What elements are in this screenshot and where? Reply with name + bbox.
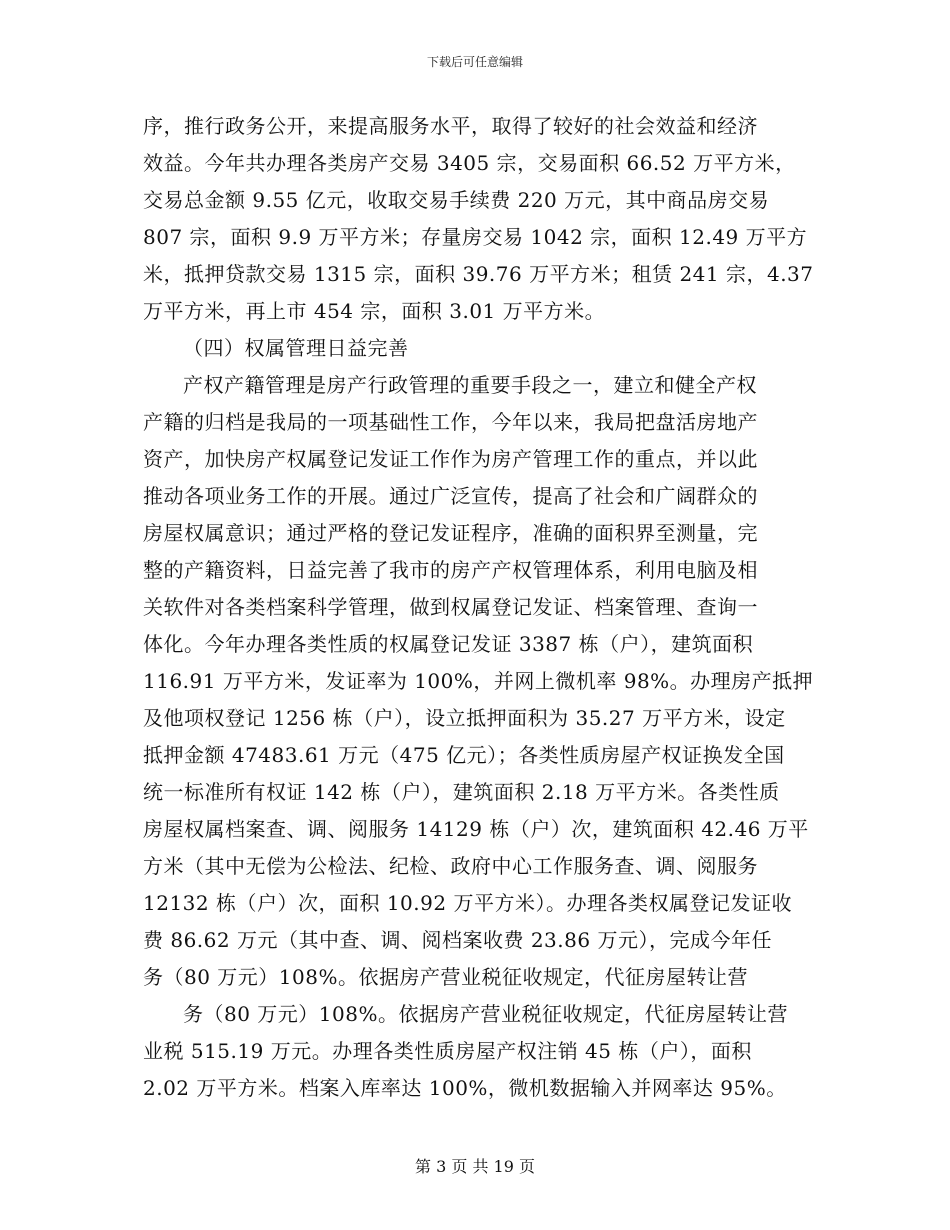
body-line: 房屋权属意识；通过严格的登记发证程序，准确的面积界至测量，完: [143, 521, 758, 545]
page-footer: 第 3 页 共 19 页: [415, 1157, 535, 1176]
body-line: 交易总金额 9.55 亿元，收取交易手续费 220 万元，其中商品房交易: [143, 188, 770, 212]
body-line: 产权产籍管理是房产行政管理的重要手段之一，建立和健全产权: [183, 373, 757, 397]
document-body: [143, 108, 814, 1107]
body-line: 抵押金额 47483.61 万元（475 亿元）；各类性质房屋产权证换发全国: [143, 743, 785, 767]
body-line: 米，抵押贷款交易 1315 宗，面积 39.76 万平方米；租赁 241 宗，4.37: [143, 262, 814, 286]
body-line: 统一标准所有权证 142 栋（户），建筑面积 2.18 万平方米。各类性质: [143, 780, 780, 804]
body-line: 务（80 万元）108%。依据房产营业税征收规定，代征房屋转让营: [143, 965, 748, 989]
body-line: 业税 515.19 万元。办理各类性质房屋产权注销 45 栋（户），面积: [143, 1039, 752, 1063]
body-line: 2.02 万平方米。档案入库率达 100%，微机数据输入并网率达 95%。: [143, 1076, 787, 1100]
body-line: 序，推行政务公开，来提高服务水平，取得了较好的社会效益和经济: [143, 114, 758, 138]
body-line: 807 宗，面积 9.9 万平方米；存量房交易 1042 宗，面积 12.49 万平方: [143, 225, 808, 249]
page-header: 下载后可任意编辑: [426, 55, 523, 69]
body-line: 推动各项业务工作的开展。通过广泛宣传，提高了社会和广阔群众的: [143, 484, 758, 508]
body-line: 整的产籍资料，日益完善了我市的房产产权管理体系，利用电脑及相: [143, 558, 758, 582]
body-line: 体化。今年办理各类性质的权属登记发证 3387 栋（户），建筑面积: [143, 632, 754, 656]
body-line: 务（80 万元）108%。依据房产营业税征收规定，代征房屋转让营: [183, 1002, 788, 1026]
body-line: 及他项权登记 1256 栋（户），设立抵押面积为 35.27 万平方米，设定: [143, 706, 786, 730]
body-line: 方米（其中无偿为公检法、纪检、政府中心工作服务查、调、阅服务: [143, 854, 758, 878]
body-line: 房屋权属档案查、调、阅服务 14129 栋（户）次，建筑面积 42.46 万平: [143, 817, 809, 841]
body-line: 效益。今年共办理各类房产交易 3405 宗，交易面积 66.52 万平方米，: [143, 151, 796, 175]
body-line: 费 86.62 万元（其中查、调、阅档案收费 23.86 万元），完成今年任: [143, 928, 772, 952]
body-line: 资产，加快房产权属登记发证工作作为房产管理工作的重点，并以此: [143, 447, 758, 471]
body-line: 万平方米，再上市 454 宗，面积 3.01 万平方米。: [143, 299, 606, 323]
body-line: 12132 栋（户）次，面积 10.92 万平方米）。办理各类权属登记发证收: [143, 891, 792, 915]
section-heading: （四）权属管理日益完善: [183, 336, 409, 360]
body-line: 关软件对各类档案科学管理，做到权属登记发证、档案管理、查询一: [143, 595, 758, 619]
body-line: 116.91 万平方米，发证率为 100%，并网上微机率 98%。办理房产抵押: [143, 669, 814, 693]
body-line: 产籍的归档是我局的一项基础性工作，今年以来，我局把盘活房地产: [143, 410, 758, 434]
